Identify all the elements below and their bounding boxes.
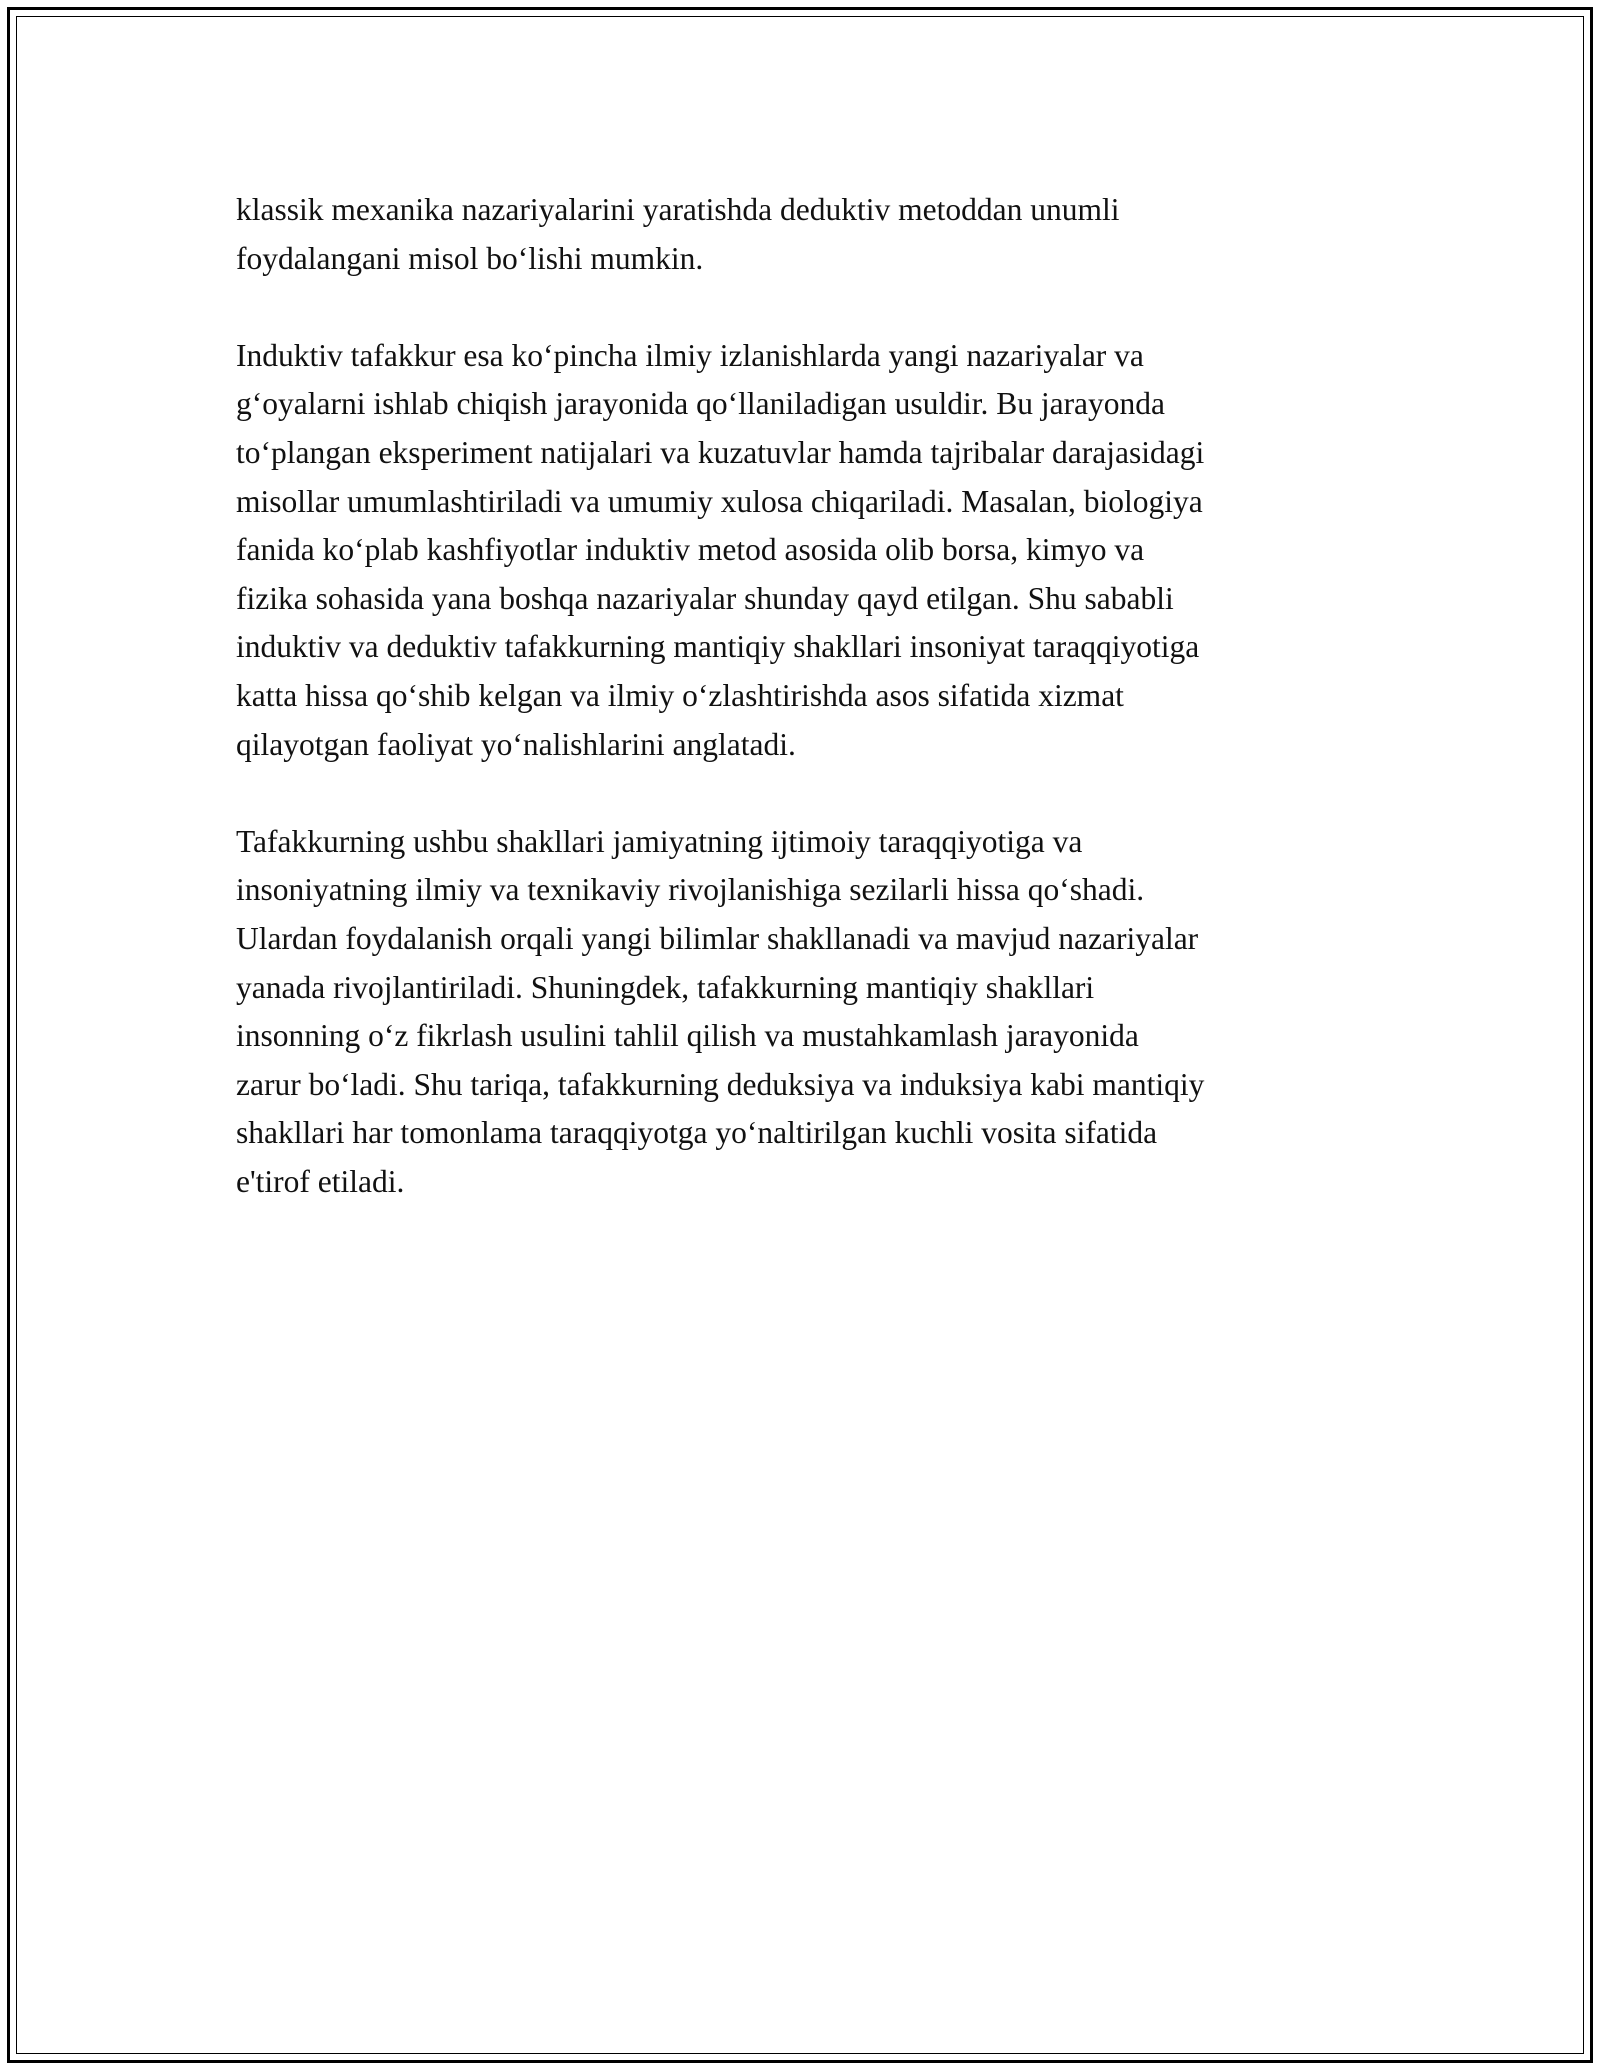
text-line: misollar umumlashtiriladi va umumiy xulosa chiqariladi. Masalan, biologiya — [236, 483, 1203, 519]
text-line: fizika sohasida yana boshqa nazariyalar shunday qayd etilgan. Shu sababli — [236, 580, 1174, 616]
text-line: Induktiv tafakkur esa ko‘pincha ilmiy izlanishlarda yangi nazariyalar va — [236, 337, 1144, 373]
text-line: zarur bo‘ladi. Shu tariqa, tafakkurning deduksiya va induksiya kabi mantiqiy — [236, 1066, 1205, 1102]
text-line: to‘plangan eksperiment natijalari va kuzatuvlar hamda tajribalar darajasidagi — [236, 434, 1205, 470]
paragraph-2 — [236, 332, 1376, 769]
text-line: fanida ko‘plab kashfiyotlar induktiv metod asosida olib borsa, kimyo va — [236, 532, 1145, 568]
document-body — [236, 186, 1376, 1206]
text-line: foydalangani misol bo‘lishi mumkin. — [236, 240, 704, 276]
text-line: katta hissa qo‘shib kelgan va ilmiy o‘zlashtirishda asos sifatida xizmat — [236, 677, 1124, 713]
text-line: shakllari har tomonlama taraqqiyotga yo‘naltirilgan kuchli vosita sifatida — [236, 1115, 1158, 1151]
text-line: klassik mexanika nazariyalarini yaratishda deduktiv metoddan unumli — [236, 192, 1120, 227]
text-line: e'tirof etiladi. — [236, 1163, 405, 1199]
text-line: qilayotgan faoliyat yo‘nalishlarini anglatadi. — [236, 726, 796, 762]
text-line: g‘oyalarni ishlab chiqish jarayonida qo‘llaniladigan usuldir. Bu jarayonda — [236, 386, 1166, 422]
text-line: yanada rivojlantiriladi. Shuningdek, tafakkurning mantiqiy shakllari — [236, 969, 1095, 1005]
text-line: Ulardan foydalanish orqali yangi bilimlar shakllanadi va mavjud nazariyalar — [236, 920, 1199, 956]
text-line: insonning o‘z fikrlash usulini tahlil qilish va mustahkamlash jarayonida — [236, 1018, 1139, 1054]
text-line: induktiv va deduktiv tafakkurning mantiqiy shakllari insoniyat taraqqiyotiga — [236, 629, 1200, 665]
text-line: Tafakkurning ushbu shakllari jamiyatning ijtimoiy taraqqiyotiga va — [236, 823, 1083, 859]
text-line: insoniyatning ilmiy va texnikaviy rivojlanishiga sezilarli hissa qo‘shadi. — [236, 872, 1145, 908]
paragraph-3 — [236, 818, 1376, 1207]
paragraph-1 — [236, 186, 1376, 283]
paragraph-spacer — [236, 283, 1376, 332]
paragraph-spacer — [236, 769, 1376, 818]
